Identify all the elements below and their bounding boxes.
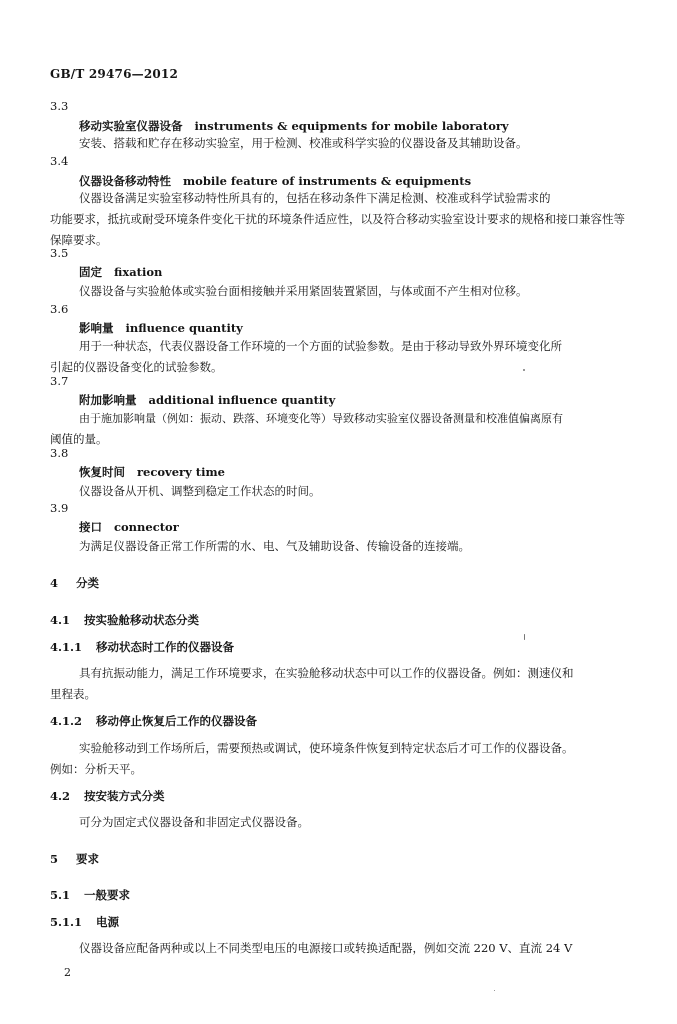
term-number: 3.8 <box>50 446 69 460</box>
term-zh: 附加影响量 <box>79 393 137 407</box>
term-definition: 仪器设备满足实验室移动特性所具有的，包括在移动条件下满足检测、校准或科学试验需求的 <box>79 191 551 205</box>
scan-speck <box>524 634 525 640</box>
term-en: additional influence quantity <box>148 393 336 407</box>
term-zh: 固定 <box>79 265 102 279</box>
section-number: 4.1.1 <box>50 640 83 654</box>
term-definition: 为满足仪器设备正常工作所需的水、电、气及辅助设备、传输设备的连接端。 <box>79 539 470 553</box>
term-zh: 接口 <box>79 520 102 534</box>
term-number: 3.9 <box>50 501 69 515</box>
term-definition-cont: 阈值的量。 <box>50 432 108 446</box>
section-title: 分类 <box>76 576 100 590</box>
term-en: mobile feature of instruments & equipments <box>183 174 472 188</box>
term-definition-cont: 功能要求，抵抗或耐受环境条件变化干扰的环境条件适应性，以及符合移动实验室设计要求的规格和接口兼容性等保障要求。 <box>50 212 625 247</box>
section-number: 4.1.2 <box>50 714 83 728</box>
term-en: connector <box>114 520 179 534</box>
section-title: 移动状态时工作的仪器设备 <box>96 640 235 654</box>
section-heading-4-1 <box>50 612 199 628</box>
term-title <box>79 118 509 134</box>
term-zh: 恢复时间 <box>79 465 125 479</box>
term-title <box>79 320 243 336</box>
term-title <box>79 519 179 535</box>
term-zh: 影响量 <box>79 321 114 335</box>
paragraph: 仪器设备应配备两种或以上不同类型电压的电源接口或转换适配器，例如交流 220 V、直流 24 V <box>79 941 573 955</box>
scan-speck <box>523 369 525 371</box>
term-number: 3.3 <box>50 99 69 113</box>
section-number: 5 <box>50 852 59 866</box>
term-en: fixation <box>114 265 163 279</box>
section-title: 电源 <box>96 915 120 929</box>
term-zh: 仪器设备移动特性 <box>79 174 171 188</box>
section-title: 要求 <box>76 852 100 866</box>
paragraph: 具有抗振动能力，满足工作环境要求，在实验舱移动状态中可以工作的仪器设备。例如：测速仪和 <box>79 666 574 680</box>
term-number: 3.5 <box>50 246 69 260</box>
term-definition: 用于一种状态，代表仪器设备工作环境的一个方面的试验参数。是由于移动导致外界环境变化所 <box>79 339 562 353</box>
term-definition: 安装、搭载和贮存在移动实验室，用于检测、校准或科学实验的仪器设备及其辅助设备。 <box>79 136 528 150</box>
section-number: 4.2 <box>50 789 71 803</box>
term-title <box>79 464 225 480</box>
term-title <box>79 173 471 189</box>
paragraph: 实验舱移动到工作场所后，需要预热或调试，使环境条件恢复到特定状态后才可工作的仪器设备。 <box>79 741 574 755</box>
section-title: 按实验舱移动状态分类 <box>84 613 200 627</box>
term-en: influence quantity <box>125 321 243 335</box>
section-number: 4.1 <box>50 613 71 627</box>
page-number: 2 <box>64 966 71 979</box>
section-title: 移动停止恢复后工作的仪器设备 <box>96 714 258 728</box>
term-definition-cont: 引起的仪器设备变化的试验参数。 <box>50 360 223 374</box>
section-heading-4-1-2 <box>50 713 257 729</box>
term-title <box>79 392 335 408</box>
section-heading-5-1-1 <box>50 914 119 930</box>
term-en: recovery time <box>137 465 225 479</box>
section-number: 5.1 <box>50 888 71 902</box>
term-title <box>79 264 162 280</box>
section-number: 4 <box>50 576 59 590</box>
term-definition: 由于施加影响量（例如：振动、跌落、环境变化等）导致移动实验室仪器设备测量和校准值偏离原有 <box>79 412 563 425</box>
term-number: 3.7 <box>50 374 69 388</box>
section-heading-4-1-1 <box>50 639 234 655</box>
section-number: 5.1.1 <box>50 915 83 929</box>
term-definition: 仪器设备从开机、调整到稳定工作状态的时间。 <box>79 484 321 498</box>
term-number: 3.4 <box>50 154 69 168</box>
paragraph-cont: 里程表。 <box>50 687 96 701</box>
term-number: 3.6 <box>50 302 69 316</box>
standard-code-header: GB/T 29476—2012 <box>50 67 179 81</box>
section-heading-5 <box>50 851 99 867</box>
paragraph-cont: 例如：分析天平。 <box>50 762 142 776</box>
section-heading-4-2 <box>50 788 165 804</box>
term-en: instruments & equipments for mobile laboratory <box>194 119 509 133</box>
paragraph: 可分为固定式仪器设备和非固定式仪器设备。 <box>79 815 309 829</box>
section-title: 一般要求 <box>84 888 131 902</box>
term-definition: 仪器设备与实验舱体或实验台面相接触并采用紧固装置紧固，与体或面不产生相对位移。 <box>79 284 528 298</box>
section-heading-4 <box>50 575 99 591</box>
section-heading-5-1 <box>50 887 130 903</box>
section-title: 按安装方式分类 <box>84 789 165 803</box>
scan-speck <box>494 990 495 991</box>
term-zh: 移动实验室仪器设备 <box>79 119 183 133</box>
